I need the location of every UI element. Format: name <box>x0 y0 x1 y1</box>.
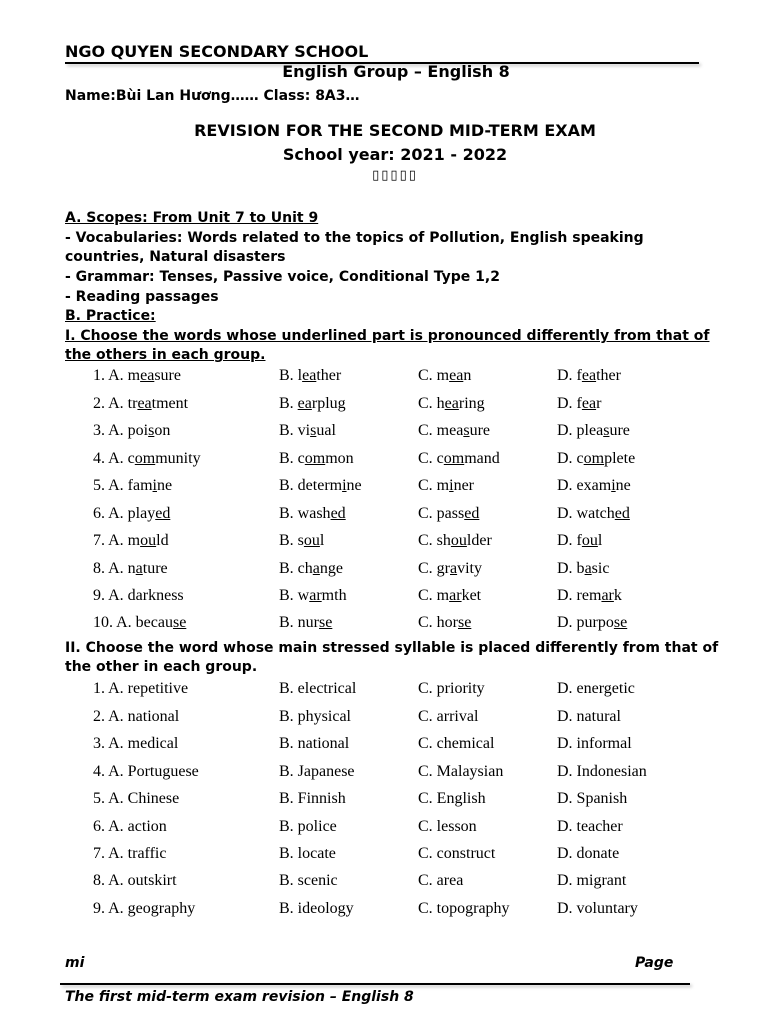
part2-option-d: D. informal <box>557 735 632 752</box>
underlined-part: om <box>304 450 326 467</box>
part2-instruction: II. Choose the word whose main stressed syllable is placed differently from that of the other in each group. <box>65 640 719 675</box>
school-name: NGO QUYEN SECONDARY SCHOOL <box>65 42 369 61</box>
part1-option-b: B. earplug <box>279 395 346 412</box>
part1-question-4 <box>0 450 768 474</box>
underlined-part: s <box>603 422 610 439</box>
underlined-part: ou <box>581 532 598 549</box>
part2-option-b: B. physical <box>279 708 351 725</box>
underlined-part: s <box>148 422 155 439</box>
part1-option-d: D. examine <box>557 477 631 494</box>
underlined-part: s <box>463 422 470 439</box>
part1-option-c: C. horse <box>418 614 472 631</box>
underlined-part: i <box>342 477 347 494</box>
underlined-part: se <box>319 614 333 631</box>
part1-question-1 <box>0 367 768 391</box>
part2-option-d: D. migrant <box>557 872 627 889</box>
part2-option-a: 1. A. repetitive <box>93 680 189 697</box>
part2-option-c: C. area <box>418 872 464 889</box>
part1-option-b: B. nurse <box>279 614 333 631</box>
part1-option-b: B. common <box>279 450 354 467</box>
part1-option-a: 1. A. measure <box>93 367 181 384</box>
part1-question-7 <box>0 532 768 556</box>
scopes-reading: - Reading passages <box>65 289 219 305</box>
underlined-part: ar <box>601 587 614 604</box>
student-name-line: Name:Bùi Lan Hương…… Class: 8A3… <box>65 88 360 104</box>
footer-left: mi <box>65 955 85 971</box>
part1-instruction: I. Choose the words whose underlined part is pronounced differently from that of the others in each group. <box>65 328 710 363</box>
part2-option-c: C. arrival <box>418 708 479 725</box>
part1-question-2 <box>0 395 768 419</box>
part1-option-b: B. leather <box>279 367 342 384</box>
part1-option-d: D. pleasure <box>557 422 630 439</box>
part2-option-a: 5. A. Chinese <box>93 790 180 807</box>
underlined-part: ea <box>140 367 155 384</box>
part2-question-4 <box>0 763 768 787</box>
part2-option-c: C. construct <box>418 845 496 862</box>
part2-option-a: 2. A. national <box>93 708 180 725</box>
part1-option-a: 9. A. darkness <box>93 587 184 604</box>
underlined-part: ea <box>581 367 597 384</box>
scopes-heading: A. Scopes: From Unit 7 to Unit 9 <box>65 210 319 226</box>
part1-option-d: D. purpose <box>557 614 628 631</box>
title-decoration: ▯▯▯▯▯ <box>372 168 418 183</box>
part1-option-d: D. fear <box>557 395 602 412</box>
part2-option-b: B. police <box>279 818 337 835</box>
part2-question-8 <box>0 872 768 896</box>
underlined-part: ed <box>614 505 630 522</box>
underlined-part: i <box>152 477 157 494</box>
school-year: School year: 2021 - 2022 <box>282 145 508 164</box>
part1-option-c: C. market <box>418 587 482 604</box>
part1-option-a: 10. A. because <box>93 614 187 631</box>
part2-option-c: C. Malaysian <box>418 763 504 780</box>
part2-option-a: 7. A. traffic <box>93 845 167 862</box>
underlined-part: se <box>172 614 187 631</box>
part2-question-6 <box>0 818 768 842</box>
part2-option-a: 4. A. Portuguese <box>93 763 199 780</box>
part2-option-d: D. natural <box>557 708 621 725</box>
part2-option-c: C. priority <box>418 680 485 697</box>
part2-option-c: C. lesson <box>418 818 477 835</box>
part1-option-a: 2. A. treatment <box>93 395 189 412</box>
underlined-part: ou <box>450 532 467 549</box>
underlined-part: a <box>312 560 320 577</box>
part2-option-d: D. teacher <box>557 818 623 835</box>
part2-question-1 <box>0 680 768 704</box>
part1-option-a: 5. A. famine <box>93 477 173 494</box>
part1-option-c: C. hearing <box>418 395 485 412</box>
part1-question-10 <box>0 614 768 638</box>
part1-option-b: B. visual <box>279 422 336 439</box>
part1-question-5 <box>0 477 768 501</box>
underlined-part: ea <box>137 395 152 412</box>
underlined-part: ea <box>302 367 317 384</box>
part1-option-a: 7. A. mould <box>93 532 169 549</box>
underlined-part: om <box>443 450 465 467</box>
part1-option-d: D. feather <box>557 367 621 384</box>
underlined-part: ou <box>140 532 157 549</box>
scopes-grammar: - Grammar: Tenses, Passive voice, Conditional Type 1,2 <box>65 269 500 285</box>
part2-option-b: B. Finnish <box>279 790 346 807</box>
part2-option-b: B. national <box>279 735 350 752</box>
part2-option-d: D. voluntary <box>557 900 638 917</box>
part2-option-b: B. Japanese <box>279 763 355 780</box>
underlined-part: ea <box>581 395 597 412</box>
underlined-part: om <box>134 450 156 467</box>
part1-option-d: D. complete <box>557 450 636 467</box>
underlined-part: i <box>449 477 454 494</box>
part2-option-d: D. donate <box>557 845 620 862</box>
underlined-part: a <box>584 560 592 577</box>
underlined-part: om <box>583 450 605 467</box>
part2-option-d: D. Spanish <box>557 790 628 807</box>
part1-option-c: C. gravity <box>418 560 482 577</box>
part1-option-c: C. miner <box>418 477 475 494</box>
part2-option-c: C. topography <box>418 900 510 917</box>
part1-option-d: D. basic <box>557 560 610 577</box>
underlined-part: ea <box>297 395 312 412</box>
part2-question-7 <box>0 845 768 869</box>
part1-option-d: D. watched <box>557 505 630 522</box>
part2-question-9 <box>0 900 768 924</box>
practice-heading: B. Practice: <box>65 308 156 324</box>
underlined-part: i <box>611 477 616 494</box>
part2-option-a: 9. A. geography <box>93 900 196 917</box>
part1-option-a: 8. A. nature <box>93 560 168 577</box>
part1-option-b: B. soul <box>279 532 325 549</box>
part1-question-6 <box>0 505 768 529</box>
part1-option-c: C. command <box>418 450 500 467</box>
part1-option-c: C. passed <box>418 505 480 522</box>
part1-option-c: C. mean <box>418 367 472 384</box>
underlined-part: ed <box>155 505 171 522</box>
underlined-part: se <box>613 614 628 631</box>
part2-option-a: 6. A. action <box>93 818 167 835</box>
underlined-part: a <box>135 560 143 577</box>
underlined-part: ar <box>449 587 462 604</box>
part1-option-a: 3. A. poison <box>93 422 171 439</box>
page-title: REVISION FOR THE SECOND MID-TERM EXAM <box>194 121 596 140</box>
underlined-part: ar <box>309 587 322 604</box>
part2-question-5 <box>0 790 768 814</box>
underlined-part: s <box>310 422 317 439</box>
part1-question-8 <box>0 560 768 584</box>
part2-question-3 <box>0 735 768 759</box>
part2-option-a: 8. A. outskirt <box>93 872 177 889</box>
part1-option-d: D. foul <box>557 532 603 549</box>
part1-option-a: 4. A. community <box>93 450 201 467</box>
underlined-part: ea <box>444 395 459 412</box>
part1-option-c: C. measure <box>418 422 490 439</box>
scopes-vocabulary: - Vocabularies: Words related to the topics of Pollution, English speaking countries, Natural disasters <box>65 230 644 265</box>
part1-option-c: C. shoulder <box>418 532 492 549</box>
part2-option-b: B. scenic <box>279 872 338 889</box>
part1-option-b: B. determine <box>279 477 362 494</box>
part2-option-a: 3. A. medical <box>93 735 179 752</box>
part2-option-c: C. English <box>418 790 486 807</box>
part2-question-2 <box>0 708 768 732</box>
underlined-part: ed <box>464 505 480 522</box>
part1-option-b: B. change <box>279 560 343 577</box>
part2-option-d: D. Indonesian <box>557 763 647 780</box>
underlined-part: ea <box>449 367 464 384</box>
part1-option-b: B. washed <box>279 505 346 522</box>
part2-option-b: B. electrical <box>279 680 357 697</box>
footer-divider <box>60 983 690 985</box>
underlined-part: ed <box>330 505 346 522</box>
underlined-part: se <box>458 614 472 631</box>
part2-option-b: B. ideology <box>279 900 354 917</box>
part2-option-b: B. locate <box>279 845 336 862</box>
part2-option-c: C. chemical <box>418 735 495 752</box>
footer-text: The first mid-term exam revision – English 8 <box>65 989 414 1005</box>
part1-option-a: 6. A. played <box>93 505 171 522</box>
footer-page-label: Page <box>635 955 674 971</box>
part1-option-b: B. warmth <box>279 587 347 604</box>
group-name: English Group – English 8 <box>282 62 510 81</box>
underlined-part: ou <box>303 532 320 549</box>
part1-question-9 <box>0 587 768 611</box>
part1-option-d: D. remark <box>557 587 622 604</box>
part1-question-3 <box>0 422 768 446</box>
underlined-part: a <box>450 560 458 577</box>
part2-option-d: D. energetic <box>557 680 635 697</box>
